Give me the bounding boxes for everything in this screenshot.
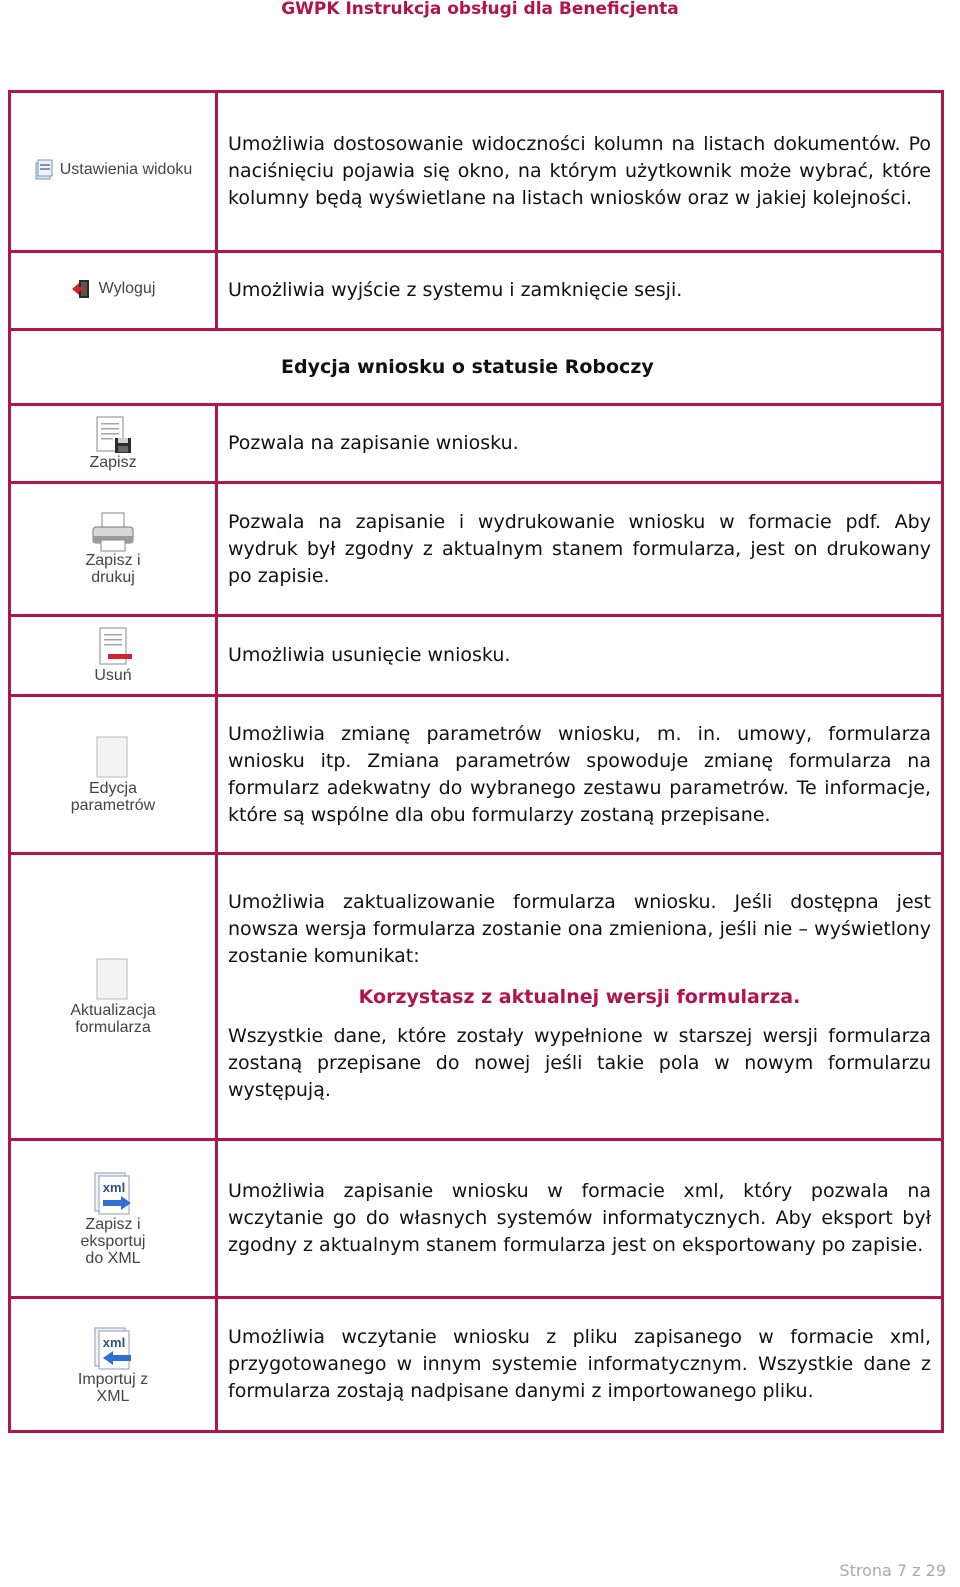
logout-icon — [71, 279, 93, 299]
import-xml-icon — [89, 1325, 137, 1371]
table-row — [10, 405, 943, 483]
row-description-continued: Wszystkie dane, które zostały wypełnione w starszej wersji formularza zostaną przepisane do nowej jeśli takie pola w nowym formularzu występują. — [228, 1025, 931, 1101]
row-description: Umożliwia dostosowanie widoczności kolumn na listach dokumentów. Po naciśnięciu pojawia się okno, na którym użytkownik może wybrać, które kolumny będą wyświetlane na listach wniosków oraz w jakiej kolejności. — [217, 92, 943, 252]
save-icon — [91, 416, 135, 454]
svg-text:xml: xml — [102, 1180, 126, 1195]
export-xml-icon — [89, 1170, 137, 1216]
row-description: Umożliwia wyjście z systemu i zamknięcie sesji. — [217, 252, 943, 330]
edit-parameters-icon — [93, 736, 133, 780]
row-description: Umożliwia wczytanie wniosku z pliku zapisanego w formacie xml, przygotowanego w innym systemie informatycznym. Wszystkie dane z formularza zostają nadpisane danymi z importowanego pliku. — [217, 1298, 943, 1432]
table-row — [10, 696, 943, 854]
table-row — [10, 1140, 943, 1298]
row-description: Umożliwia zaktualizowanie formularza wniosku. Jeśli dostępna jest nowsza wersja formularza zostanie ona zmieniona, jeśli nie – wyświetlony zostanie komunikat: — [228, 891, 931, 967]
row-description: Pozwala na zapisanie wniosku. — [217, 405, 943, 483]
logout-button[interactable]: Wyloguj — [71, 279, 156, 299]
row-description: Umożliwia zapisanie wniosku w formacie xml, który pozwala na wczytanie go do własnych systemów informatycznych. Aby eksport był zgodny z aktualnym stanem formularza jest on eksportowany po zapisie. — [217, 1140, 943, 1298]
view-settings-button[interactable]: Ustawienia widoku — [34, 159, 193, 181]
table-row — [10, 252, 943, 330]
table-row — [10, 1298, 943, 1432]
save-and-print-button[interactable]: Zapisz i drukuj — [85, 512, 140, 586]
row-description: Pozwala na zapisanie i wydrukowanie wniosku w formacie pdf. Aby wydruk był zgodny z aktualnym stanem formularza, jest on drukowany po zapisie. — [217, 483, 943, 616]
save-button[interactable]: Zapisz — [89, 416, 136, 471]
update-form-button[interactable]: Aktualizacja formularza — [70, 958, 155, 1036]
update-form-icon — [93, 958, 133, 1002]
row-description: Umożliwia zmianę parametrów wniosku, m. in. umowy, formularza wniosku itp. Zmiana parametrów spowoduje zmianę formularza na formularz adekwatny do wybranego zestawu parametrów. Te informacje, które są wspólne dla obu formularzy zostaną przepisane. — [217, 696, 943, 854]
table-row — [10, 616, 943, 696]
export-xml-button[interactable]: xml Zapisz i eksportuj do XML — [81, 1170, 146, 1267]
edit-parameters-button[interactable]: Edycja parametrów — [71, 736, 155, 814]
page-number: Strona 7 z 29 — [839, 1561, 946, 1580]
document-header: GWPK Instrukcja obsługi dla Beneficjenta — [281, 0, 679, 19]
delete-icon — [91, 627, 135, 667]
notice-message: Korzystasz z aktualnej wersji formularza. — [358, 986, 801, 1008]
svg-text:xml: xml — [102, 1334, 126, 1350]
print-icon — [90, 512, 136, 552]
row-description: Umożliwia usunięcie wniosku. — [217, 616, 943, 696]
table-row — [10, 92, 943, 252]
delete-button[interactable]: Usuń — [91, 627, 135, 684]
import-xml-button[interactable]: xml Importuj z XML — [78, 1325, 148, 1405]
table-row — [10, 854, 943, 1140]
section-title: Edycja wniosku o statusie Roboczy — [10, 330, 943, 405]
view-settings-icon — [34, 159, 54, 181]
table-row — [10, 483, 943, 616]
toolbar-reference-table — [8, 90, 944, 1433]
table-row — [10, 330, 943, 405]
